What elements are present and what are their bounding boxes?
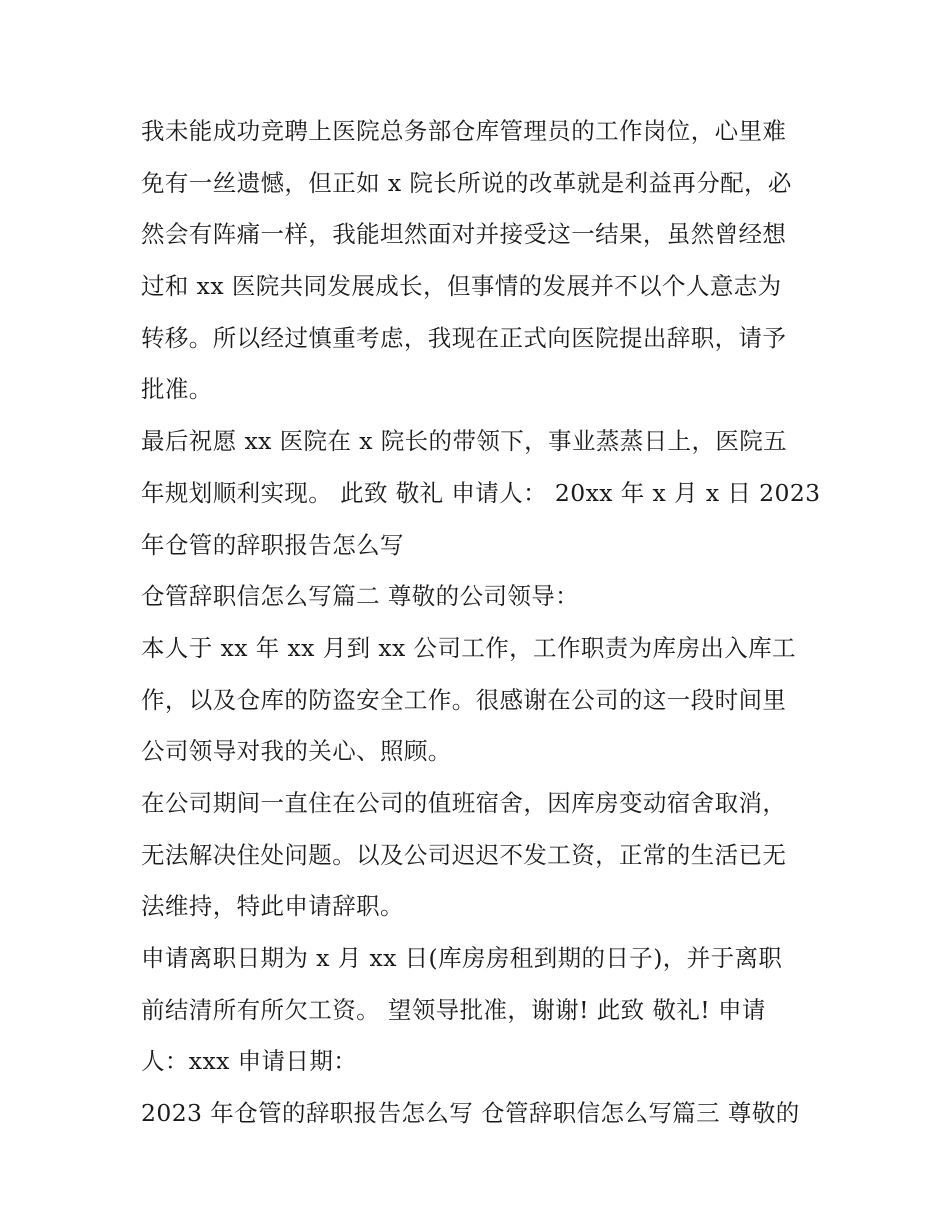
text-line: 年规划顺利实现。 此致 敬礼 申请人： 20xx 年 x 月 x 日 2023 xyxy=(141,478,821,507)
text-line: 无法解决住处问题。以及公司迟迟不发工资，正常的生活已无 xyxy=(141,840,787,869)
text-line: 在公司期间一直住在公司的值班宿舍，因库房变动宿舍取消， xyxy=(141,788,787,817)
text-line: 批准。 xyxy=(141,375,213,404)
text-line: 年仓管的辞职报告怎么写 xyxy=(141,530,404,559)
text-line: 人：xxx 申请日期： xyxy=(141,1047,358,1076)
text-line: 仓管辞职信怎么写篇二 尊敬的公司领导： xyxy=(141,582,580,611)
document-body xyxy=(141,108,821,1142)
text-line: 然会有阵痛一样，我能坦然面对并接受这一结果，虽然曾经想 xyxy=(141,220,787,249)
text-line: 过和 xx 医院共同发展成长，但事情的发展并不以个人意志为 xyxy=(141,272,782,301)
text-line: 我未能成功竞聘上医院总务部仓库管理员的工作岗位，心里难 xyxy=(141,117,787,145)
text-line: 前结清所有所欠工资。 望领导批准，谢谢! 此致 敬礼! 申请 xyxy=(141,995,766,1024)
text-line: 2023 年仓管的辞职报告怎么写 仓管辞职信怎么写篇三 尊敬的 xyxy=(141,1099,800,1128)
text-line: 法维持，特此申请辞职。 xyxy=(141,892,404,921)
text-line: 申请离职日期为 x 月 xx 日(库房房租到期的日子)，并于离职 xyxy=(141,944,783,972)
text-line: 转移。所以经过慎重考虑，我现在正式向医院提出辞职，请予 xyxy=(141,323,787,352)
text-line: 本人于 xx 年 xx 月到 xx 公司工作，工作职责为库房出入库工 xyxy=(141,633,796,662)
text-line: 最后祝愿 xx 医院在 x 院长的带领下，事业蒸蒸日上，医院五 xyxy=(141,427,788,456)
text-line: 作，以及仓库的防盗安全工作。很感谢在公司的这一段时间里 xyxy=(141,685,787,714)
text-line: 免有一丝遗憾，但正如 x 院长所说的改革就是利益再分配，必 xyxy=(141,168,792,197)
text-line: 公司领导对我的关心、照顾。 xyxy=(141,737,452,766)
